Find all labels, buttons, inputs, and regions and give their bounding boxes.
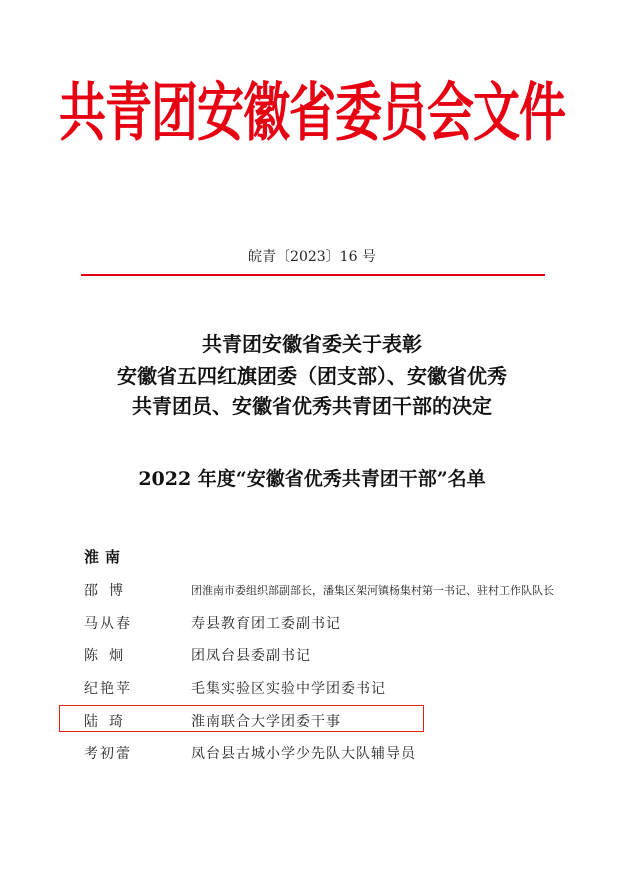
- person-name: 马从春: [84, 616, 132, 632]
- person-position: 寿县教育团工委副书记: [191, 616, 341, 632]
- person-position: 毛集实验区实验中学团委书记: [191, 681, 386, 697]
- red-divider: [81, 274, 545, 276]
- person-position: 团凤台县委副书记: [191, 648, 311, 664]
- document-title: 共青团安徽省委员会文件: [59, 76, 565, 151]
- highlight-box: [59, 705, 424, 732]
- person-name: 纪艳苹: [84, 681, 132, 697]
- person-position: 凤台县古城小学少先队大队辅导员: [191, 746, 416, 762]
- person-position: 淮南联合大学团委干事: [191, 714, 341, 730]
- list-item: [0, 674, 624, 700]
- list-item: [0, 641, 624, 667]
- decision-heading-line-2: 安徽省五四红旗团委（团支部）、安徽省优秀: [117, 364, 507, 388]
- document-number: 皖青〔2023〕16 号: [248, 249, 376, 265]
- region-label: 淮南: [84, 548, 127, 566]
- list-item: [0, 739, 624, 765]
- decision-heading-line-3: 共青团员、安徽省优秀共青团干部的决定: [132, 394, 492, 418]
- person-position: 团淮南市委组织部副部长，潘集区架河镇杨集村第一书记、驻村工作队队长: [191, 584, 554, 597]
- person-name: 陆琦: [84, 714, 134, 730]
- person-name: 陈炯: [84, 648, 134, 664]
- person-name: 考初蕾: [84, 746, 132, 762]
- list-item: [0, 609, 624, 635]
- list-title: 2022 年度“安徽省优秀共青团干部”名单: [138, 468, 486, 490]
- list-item: [0, 576, 624, 602]
- decision-heading-line-1: 共青团安徽省委关于表彰: [202, 332, 422, 356]
- person-name: 邵博: [84, 583, 134, 599]
